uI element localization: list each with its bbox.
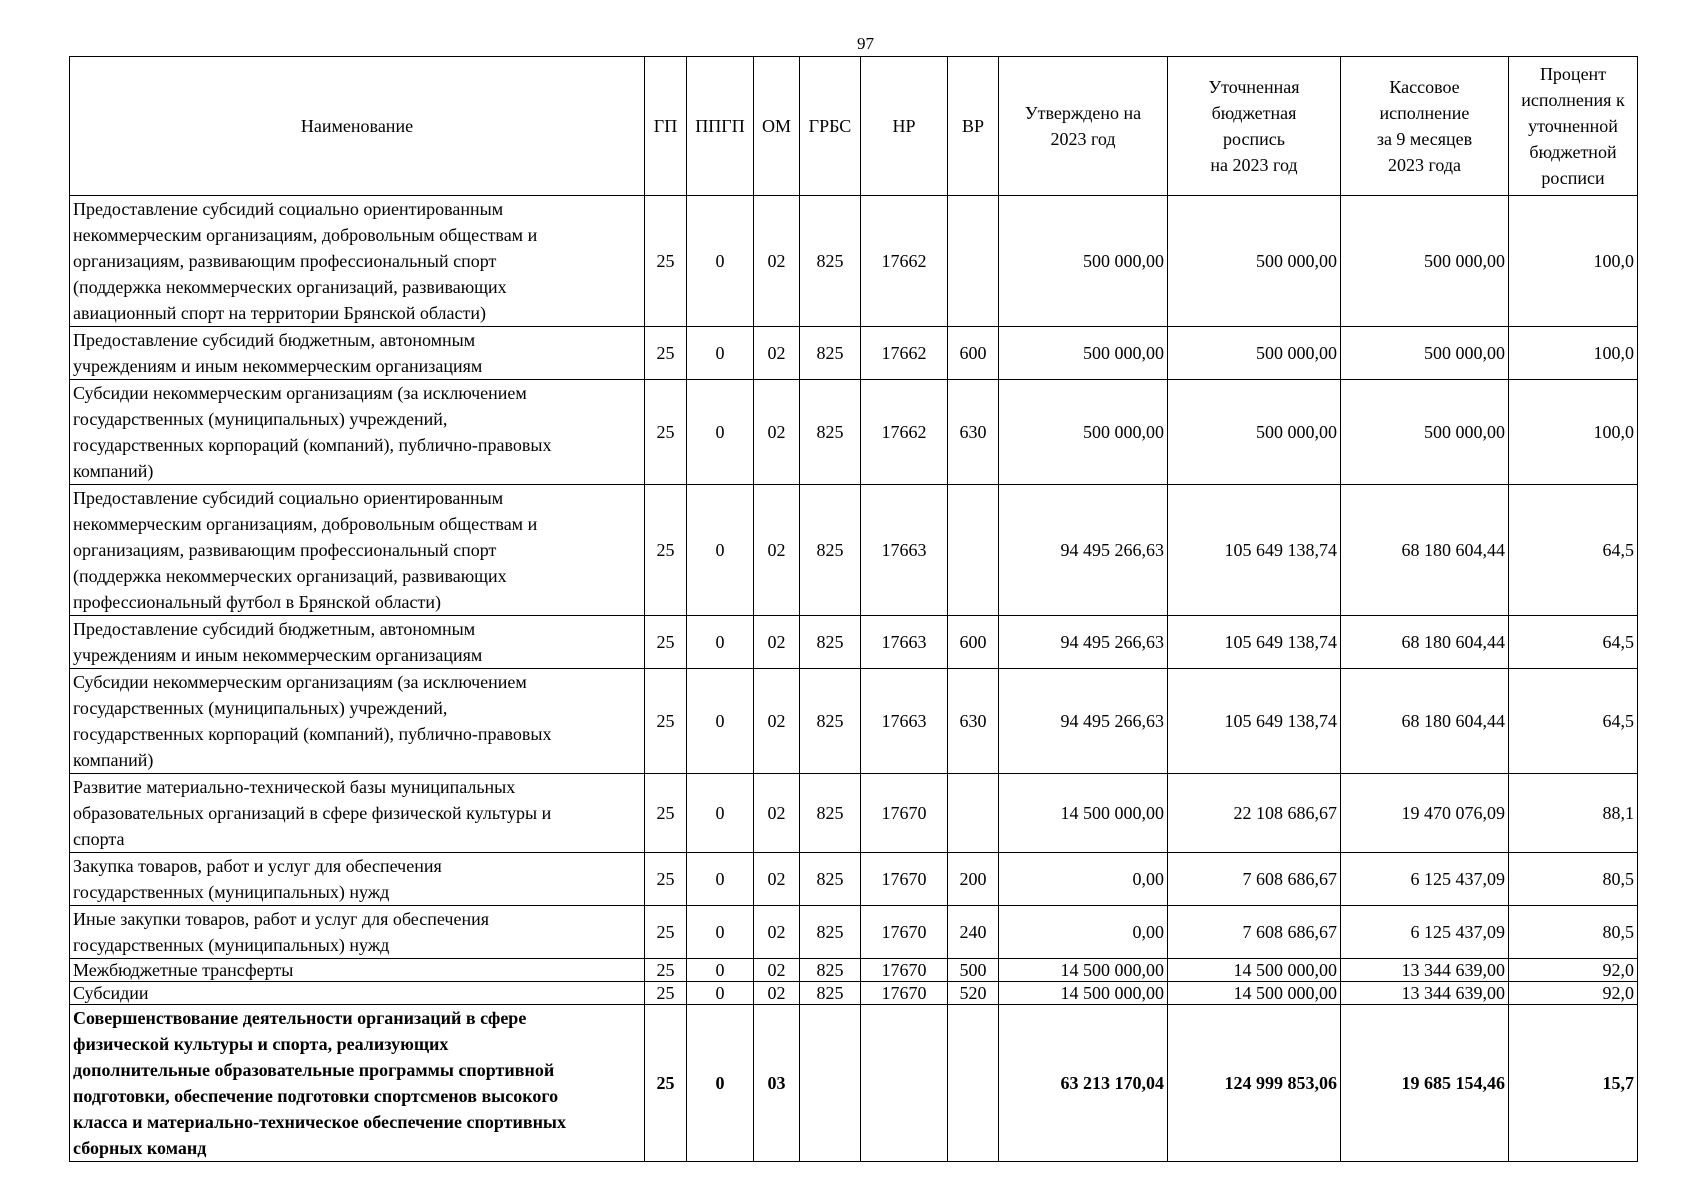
row-percent: 80,5 — [1509, 853, 1638, 906]
header-vr: ВР — [948, 57, 999, 196]
row-vr — [948, 774, 999, 853]
header-ppgp: ППГП — [687, 57, 754, 196]
row-vr: 500 — [948, 959, 999, 982]
row-gp: 25 — [645, 906, 687, 959]
row-grbs: 825 — [800, 669, 861, 774]
row-refined: 7 608 686,67 — [1168, 906, 1341, 959]
row-grbs: 825 — [800, 485, 861, 616]
row-percent: 100,0 — [1509, 327, 1638, 380]
header-approved: Утверждено на 2023 год — [999, 57, 1168, 196]
row-gp: 25 — [645, 774, 687, 853]
table-row — [70, 196, 1638, 327]
row-om: 02 — [754, 853, 800, 906]
row-refined: 124 999 853,06 — [1168, 1005, 1341, 1162]
row-ppgp: 0 — [687, 196, 754, 327]
row-cash: 13 344 639,00 — [1341, 982, 1509, 1005]
row-approved: 14 500 000,00 — [999, 959, 1168, 982]
row-percent: 64,5 — [1509, 616, 1638, 669]
row-cash: 68 180 604,44 — [1341, 669, 1509, 774]
row-nr: 17670 — [861, 853, 948, 906]
row-nr: 17670 — [861, 774, 948, 853]
row-gp: 25 — [645, 959, 687, 982]
row-gp: 25 — [645, 485, 687, 616]
table-row — [70, 959, 1638, 982]
row-gp: 25 — [645, 380, 687, 485]
row-name: Совершенствование деятельности организаций в сфере физической культуры и спорта, реализующих дополнительные образовательные программы спортивной подготовки, обеспечение подготовки спортсменов высокого класса и материально-техническое обеспечение спортивных сборных команд — [70, 1005, 645, 1162]
row-vr: 600 — [948, 327, 999, 380]
row-nr: 17663 — [861, 616, 948, 669]
row-ppgp: 0 — [687, 327, 754, 380]
row-approved: 14 500 000,00 — [999, 982, 1168, 1005]
row-name: Предоставление субсидий бюджетным, автономным учреждениям и иным некоммерческим организациям — [70, 327, 645, 380]
header-nr: НР — [861, 57, 948, 196]
header-om: ОМ — [754, 57, 800, 196]
header-refined: Уточненная бюджетная роспись на 2023 год — [1168, 57, 1341, 196]
page-number: 97 — [857, 34, 874, 53]
row-approved: 0,00 — [999, 853, 1168, 906]
row-nr — [861, 1005, 948, 1162]
row-percent: 88,1 — [1509, 774, 1638, 853]
header-name: Наименование — [70, 57, 645, 196]
row-approved: 63 213 170,04 — [999, 1005, 1168, 1162]
row-grbs: 825 — [800, 959, 861, 982]
row-name: Закупка товаров, работ и услуг для обеспечения государственных (муниципальных) нужд — [70, 853, 645, 906]
row-cash: 6 125 437,09 — [1341, 906, 1509, 959]
row-nr: 17670 — [861, 906, 948, 959]
row-ppgp: 0 — [687, 853, 754, 906]
row-nr: 17662 — [861, 380, 948, 485]
row-approved: 500 000,00 — [999, 196, 1168, 327]
row-percent: 92,0 — [1509, 982, 1638, 1005]
row-ppgp: 0 — [687, 959, 754, 982]
row-approved: 94 495 266,63 — [999, 485, 1168, 616]
row-approved: 14 500 000,00 — [999, 774, 1168, 853]
row-vr — [948, 485, 999, 616]
row-vr: 600 — [948, 616, 999, 669]
row-grbs: 825 — [800, 327, 861, 380]
table-row — [70, 1005, 1638, 1162]
row-gp: 25 — [645, 327, 687, 380]
row-grbs: 825 — [800, 853, 861, 906]
header-gp: ГП — [645, 57, 687, 196]
row-name: Межбюджетные трансферты — [70, 959, 645, 982]
row-percent: 80,5 — [1509, 906, 1638, 959]
row-refined: 14 500 000,00 — [1168, 959, 1341, 982]
row-om: 02 — [754, 485, 800, 616]
row-om: 03 — [754, 1005, 800, 1162]
row-nr: 17663 — [861, 485, 948, 616]
table-row — [70, 906, 1638, 959]
row-ppgp: 0 — [687, 380, 754, 485]
table-row — [70, 327, 1638, 380]
row-approved: 0,00 — [999, 906, 1168, 959]
row-approved: 94 495 266,63 — [999, 616, 1168, 669]
row-gp: 25 — [645, 196, 687, 327]
header-cash: Кассовое исполнение за 9 месяцев 2023 года — [1341, 57, 1509, 196]
row-name: Предоставление субсидий социально ориентированным некоммерческим организациям, добровольным обществам и организациям, развивающим профессиональный спорт (поддержка некоммерческих организаций, развивающих профессиональный футбол в Брянской области) — [70, 485, 645, 616]
row-vr: 200 — [948, 853, 999, 906]
row-om: 02 — [754, 982, 800, 1005]
table-row — [70, 616, 1638, 669]
row-refined: 500 000,00 — [1168, 196, 1341, 327]
row-om: 02 — [754, 196, 800, 327]
row-percent: 64,5 — [1509, 669, 1638, 774]
row-cash: 19 685 154,46 — [1341, 1005, 1509, 1162]
row-cash: 500 000,00 — [1341, 327, 1509, 380]
header-percent: Процент исполнения к уточненной бюджетной росписи — [1509, 57, 1638, 196]
row-vr — [948, 1005, 999, 1162]
row-refined: 105 649 138,74 — [1168, 616, 1341, 669]
row-om: 02 — [754, 380, 800, 485]
row-grbs: 825 — [800, 616, 861, 669]
row-om: 02 — [754, 959, 800, 982]
header-grbs: ГРБС — [800, 57, 861, 196]
row-percent: 100,0 — [1509, 196, 1638, 327]
table-row — [70, 853, 1638, 906]
row-refined: 14 500 000,00 — [1168, 982, 1341, 1005]
row-nr: 17670 — [861, 959, 948, 982]
row-name: Субсидии некоммерческим организациям (за исключением государственных (муниципальных) учреждений, государственных корпораций (компаний), публично-правовых компаний) — [70, 380, 645, 485]
row-ppgp: 0 — [687, 485, 754, 616]
row-om: 02 — [754, 669, 800, 774]
row-ppgp: 0 — [687, 1005, 754, 1162]
row-vr — [948, 196, 999, 327]
row-refined: 105 649 138,74 — [1168, 485, 1341, 616]
row-name: Субсидии — [70, 982, 645, 1005]
row-refined: 7 608 686,67 — [1168, 853, 1341, 906]
row-vr: 630 — [948, 380, 999, 485]
table-row — [70, 982, 1638, 1005]
row-grbs — [800, 1005, 861, 1162]
row-name: Предоставление субсидий бюджетным, автономным учреждениям и иным некоммерческим организациям — [70, 616, 645, 669]
row-name: Предоставление субсидий социально ориентированным некоммерческим организациям, добровольным обществам и организациям, развивающим профессиональный спорт (поддержка некоммерческих организаций, развивающих авиационный спорт на территории Брянской области) — [70, 196, 645, 327]
row-name: Субсидии некоммерческим организациям (за исключением государственных (муниципальных) учреждений, государственных корпораций (компаний), публично-правовых компаний) — [70, 669, 645, 774]
row-grbs: 825 — [800, 774, 861, 853]
row-cash: 500 000,00 — [1341, 196, 1509, 327]
row-ppgp: 0 — [687, 982, 754, 1005]
row-ppgp: 0 — [687, 906, 754, 959]
row-vr: 630 — [948, 669, 999, 774]
row-grbs: 825 — [800, 906, 861, 959]
table-row — [70, 669, 1638, 774]
row-ppgp: 0 — [687, 774, 754, 853]
row-approved: 500 000,00 — [999, 380, 1168, 485]
row-percent: 15,7 — [1509, 1005, 1638, 1162]
table-row — [70, 485, 1638, 616]
row-grbs: 825 — [800, 982, 861, 1005]
row-nr: 17670 — [861, 982, 948, 1005]
row-vr: 520 — [948, 982, 999, 1005]
header-row — [70, 57, 1638, 196]
row-vr: 240 — [948, 906, 999, 959]
row-grbs: 825 — [800, 196, 861, 327]
row-cash: 6 125 437,09 — [1341, 853, 1509, 906]
row-cash: 68 180 604,44 — [1341, 616, 1509, 669]
row-name: Развитие материально-технической базы муниципальных образовательных организаций в сфере физической культуры и спорта — [70, 774, 645, 853]
row-om: 02 — [754, 327, 800, 380]
table-row — [70, 774, 1638, 853]
row-gp: 25 — [645, 1005, 687, 1162]
row-gp: 25 — [645, 853, 687, 906]
table-row — [70, 380, 1638, 485]
row-refined: 22 108 686,67 — [1168, 774, 1341, 853]
row-cash: 19 470 076,09 — [1341, 774, 1509, 853]
row-nr: 17662 — [861, 327, 948, 380]
row-approved: 500 000,00 — [999, 327, 1168, 380]
row-percent: 64,5 — [1509, 485, 1638, 616]
row-gp: 25 — [645, 982, 687, 1005]
row-approved: 94 495 266,63 — [999, 669, 1168, 774]
row-gp: 25 — [645, 616, 687, 669]
row-om: 02 — [754, 616, 800, 669]
row-nr: 17662 — [861, 196, 948, 327]
budget-table — [69, 56, 1638, 1162]
row-om: 02 — [754, 774, 800, 853]
row-name: Иные закупки товаров, работ и услуг для обеспечения государственных (муниципальных) нужд — [70, 906, 645, 959]
row-nr: 17663 — [861, 669, 948, 774]
row-refined: 500 000,00 — [1168, 327, 1341, 380]
row-om: 02 — [754, 906, 800, 959]
row-cash: 13 344 639,00 — [1341, 959, 1509, 982]
row-refined: 500 000,00 — [1168, 380, 1341, 485]
row-percent: 100,0 — [1509, 380, 1638, 485]
row-cash: 500 000,00 — [1341, 380, 1509, 485]
row-cash: 68 180 604,44 — [1341, 485, 1509, 616]
row-ppgp: 0 — [687, 669, 754, 774]
row-grbs: 825 — [800, 380, 861, 485]
row-refined: 105 649 138,74 — [1168, 669, 1341, 774]
row-gp: 25 — [645, 669, 687, 774]
row-percent: 92,0 — [1509, 959, 1638, 982]
row-ppgp: 0 — [687, 616, 754, 669]
